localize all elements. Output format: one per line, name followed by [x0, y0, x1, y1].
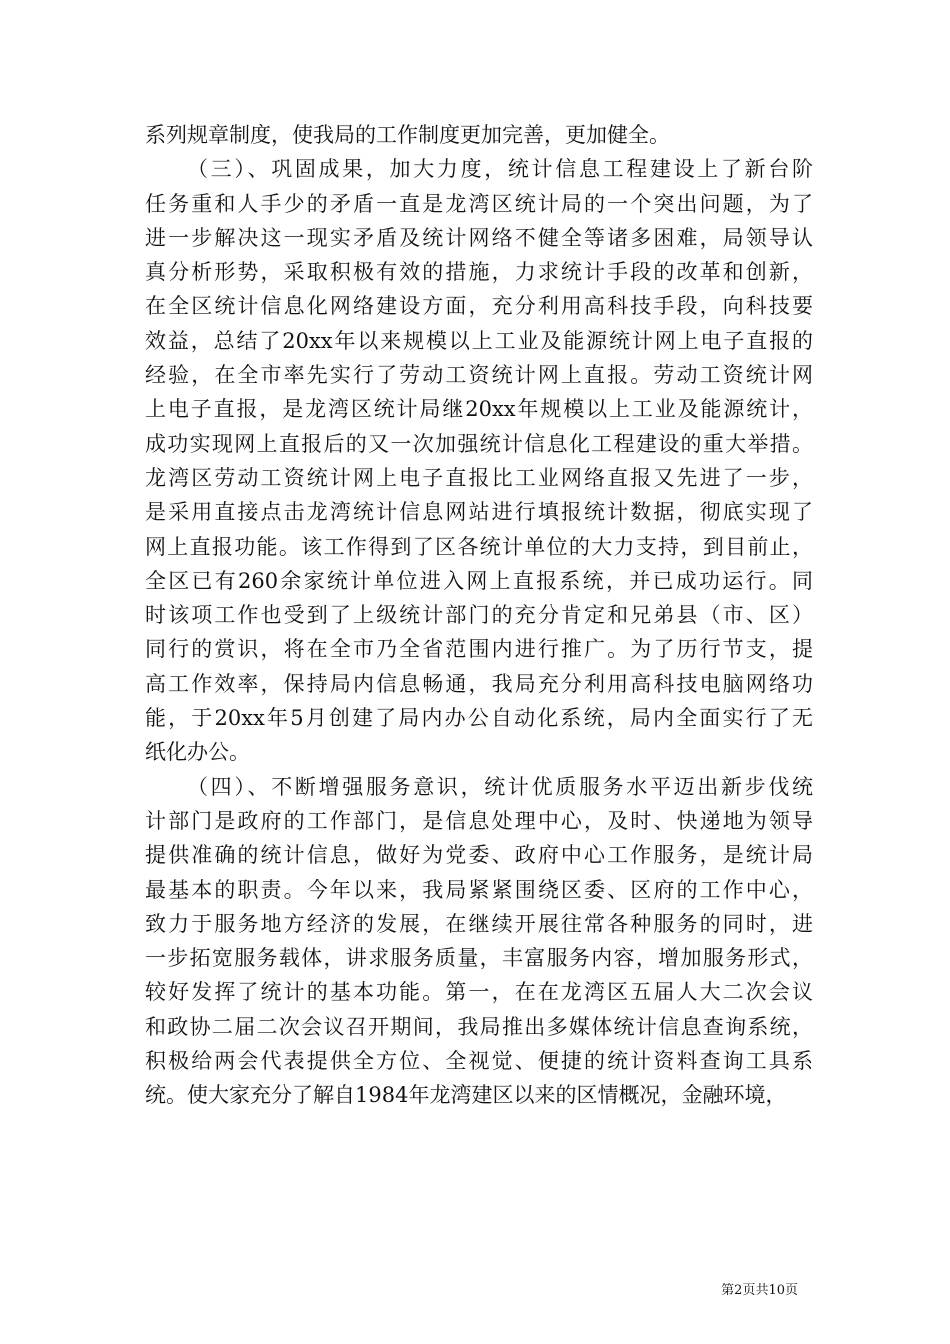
- text-line: （三）、巩固成果，加大力度，统计信息工程建设上了新台阶: [187, 157, 813, 182]
- text-line: 较好发挥了统计的基本功能。第一，在在龙湾区五届人大二次会议: [145, 980, 813, 1005]
- text-line: 网上直报功能。该工作得到了区各统计单位的大力支持，到目前止，: [145, 534, 813, 559]
- text-line: 龙湾区劳动工资统计网上电子直报比工业网络直报又先进了一步，: [145, 465, 813, 490]
- text-line: 在全区统计信息化网络建设方面，充分利用高科技手段，向科技要: [145, 294, 813, 319]
- text-line: 时该项工作也受到了上级统计部门的充分肯定和兄弟县（市、区）: [145, 603, 813, 628]
- document-body: [145, 118, 813, 1113]
- text-line: （四）、不断增强服务意识，统计优质服务水平迈出新步伐统: [187, 774, 813, 799]
- text-line: 提供准确的统计信息，做好为党委、政府中心工作服务，是统计局: [145, 843, 813, 868]
- page-number: 第2页共10页: [721, 1283, 798, 1298]
- text-line: 成功实现网上直报后的又一次加强统计信息化工程建设的重大举措。: [145, 431, 813, 456]
- text-line: 真分析形势，采取积极有效的措施，力求统计手段的改革和创新，: [145, 260, 813, 285]
- text-line: 和政协二届二次会议召开期间，我局推出多媒体统计信息查询系统，: [145, 1014, 813, 1039]
- text-line: 致力于服务地方经济的发展，在继续开展往常各种服务的同时，进: [145, 911, 813, 936]
- text-line: 全区已有260余家统计单位进入网上直报系统，并已成功运行。同: [145, 568, 813, 593]
- text-line: 统。使大家充分了解自1984年龙湾建区以来的区情概况，金融环境，: [145, 1083, 787, 1108]
- text-line: 上电子直报，是龙湾区统计局继20xx年规模以上工业及能源统计，: [145, 397, 813, 422]
- paragraph: [145, 118, 813, 152]
- text-line: 是采用直接点击龙湾统计信息网站进行填报统计数据，彻底实现了: [145, 500, 813, 525]
- paragraph: [145, 770, 813, 1113]
- text-line: 任务重和人手少的矛盾一直是龙湾区统计局的一个突出问题，为了: [145, 191, 813, 216]
- paragraph: [145, 152, 813, 769]
- text-line: 同行的赏识，将在全市乃全省范围内进行推广。为了历行节支，提: [145, 637, 813, 662]
- text-line: 进一步解决这一现实矛盾及统计网络不健全等诸多困难，局领导认: [145, 225, 813, 250]
- text-line: 纸化办公。: [145, 740, 250, 765]
- text-line: 计部门是政府的工作部门，是信息处理中心，及时、快递地为领导: [145, 808, 813, 833]
- text-line: 积极给两会代表提供全方位、全视觉、便捷的统计资料查询工具系: [145, 1049, 813, 1074]
- text-line: 经验，在全市率先实行了劳动工资统计网上直报。劳动工资统计网: [145, 363, 813, 388]
- text-line: 高工作效率，保持局内信息畅通，我局充分利用高科技电脑网络功: [145, 671, 813, 696]
- text-line: 能，于20xx年5月创建了局内办公自动化系统，局内全面实行了无: [145, 706, 813, 731]
- text-line: 一步拓宽服务载体，讲求服务质量，丰富服务内容，增加服务形式，: [145, 946, 813, 971]
- text-line: 效益，总结了20xx年以来规模以上工业及能源统计网上电子直报的: [145, 328, 813, 353]
- text-line: 最基本的职责。今年以来，我局紧紧围绕区委、区府的工作中心，: [145, 877, 813, 902]
- text-line: 系列规章制度，使我局的工作制度更加完善，更加健全。: [145, 123, 670, 147]
